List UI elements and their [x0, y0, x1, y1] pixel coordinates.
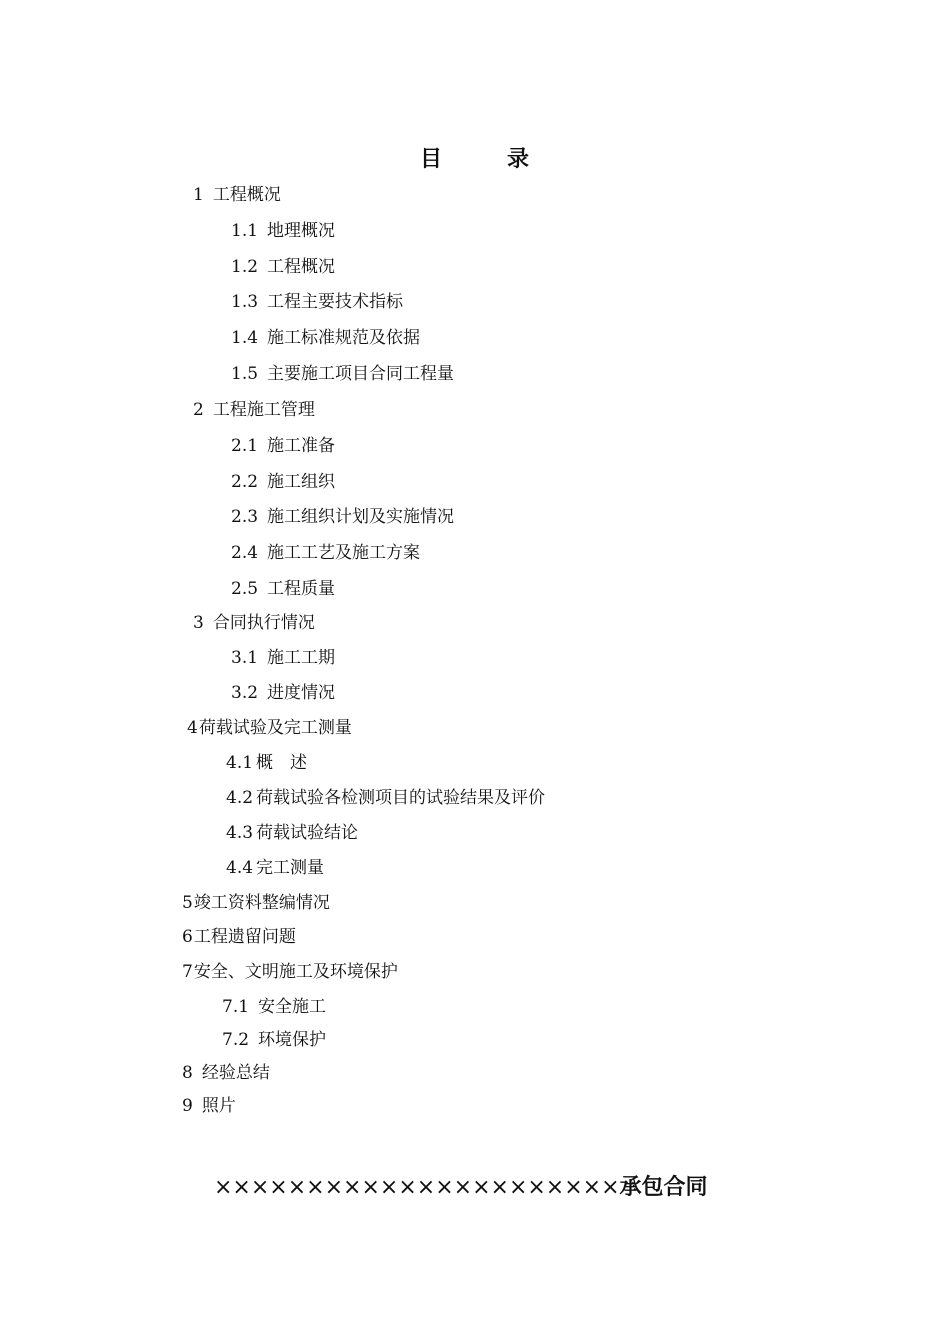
toc-item[interactable]: 2.3 施工组织计划及实施情况: [231, 507, 455, 527]
toc-item[interactable]: 5竣工资料整编情况: [182, 893, 330, 913]
toc-item[interactable]: 7安全、文明施工及环境保护: [182, 962, 398, 982]
toc-item[interactable]: 7.2 环境保护: [222, 1030, 327, 1050]
toc-item[interactable]: 4.2 荷载试验各检测项目的试验结果及评价: [226, 788, 546, 808]
toc-item[interactable]: 1.5 主要施工项目合同工程量: [231, 364, 455, 384]
toc-item[interactable]: 1.1 地理概况: [231, 221, 336, 241]
toc-item[interactable]: 4.3 荷载试验结论: [226, 823, 359, 843]
toc-title-left: 目: [419, 147, 443, 172]
toc-item[interactable]: 2.5 工程质量: [231, 579, 336, 599]
toc-item[interactable]: 1.4 施工标准规范及依据: [231, 328, 421, 348]
toc-item[interactable]: 4荷载试验及完工测量: [187, 718, 352, 738]
toc-item[interactable]: 3 合同执行情况: [193, 613, 315, 633]
toc-item[interactable]: 8 经验总结: [182, 1063, 270, 1083]
toc-item[interactable]: 4.4 完工测量: [226, 858, 325, 878]
toc-title: [0, 142, 950, 173]
placeholder-marks: ××××××××××××××××××××××: [214, 1175, 620, 1200]
toc-title-right: 录: [507, 147, 531, 172]
toc-item[interactable]: 2.2 施工组织: [231, 472, 336, 492]
contract-label: 承包合同: [619, 1175, 708, 1200]
contract-heading: [214, 1170, 708, 1201]
toc-item[interactable]: 2.4 施工工艺及施工方案: [231, 543, 421, 563]
toc-item[interactable]: 3.1 施工工期: [231, 648, 336, 668]
toc-item[interactable]: 1 工程概况: [193, 185, 281, 205]
toc-item[interactable]: 4.1 概 述: [226, 753, 308, 773]
toc-item[interactable]: 2 工程施工管理: [193, 400, 315, 420]
toc-item[interactable]: 1.3 工程主要技术指标: [231, 292, 404, 312]
toc-item[interactable]: 6工程遗留问题: [182, 927, 296, 947]
toc-item[interactable]: 1.2 工程概况: [231, 257, 336, 277]
toc-item[interactable]: 7.1 安全施工: [222, 997, 327, 1017]
toc-item[interactable]: 9 照片: [182, 1096, 236, 1116]
toc-item[interactable]: 3.2 进度情况: [231, 683, 336, 703]
toc-item[interactable]: 2.1 施工准备: [231, 436, 336, 456]
